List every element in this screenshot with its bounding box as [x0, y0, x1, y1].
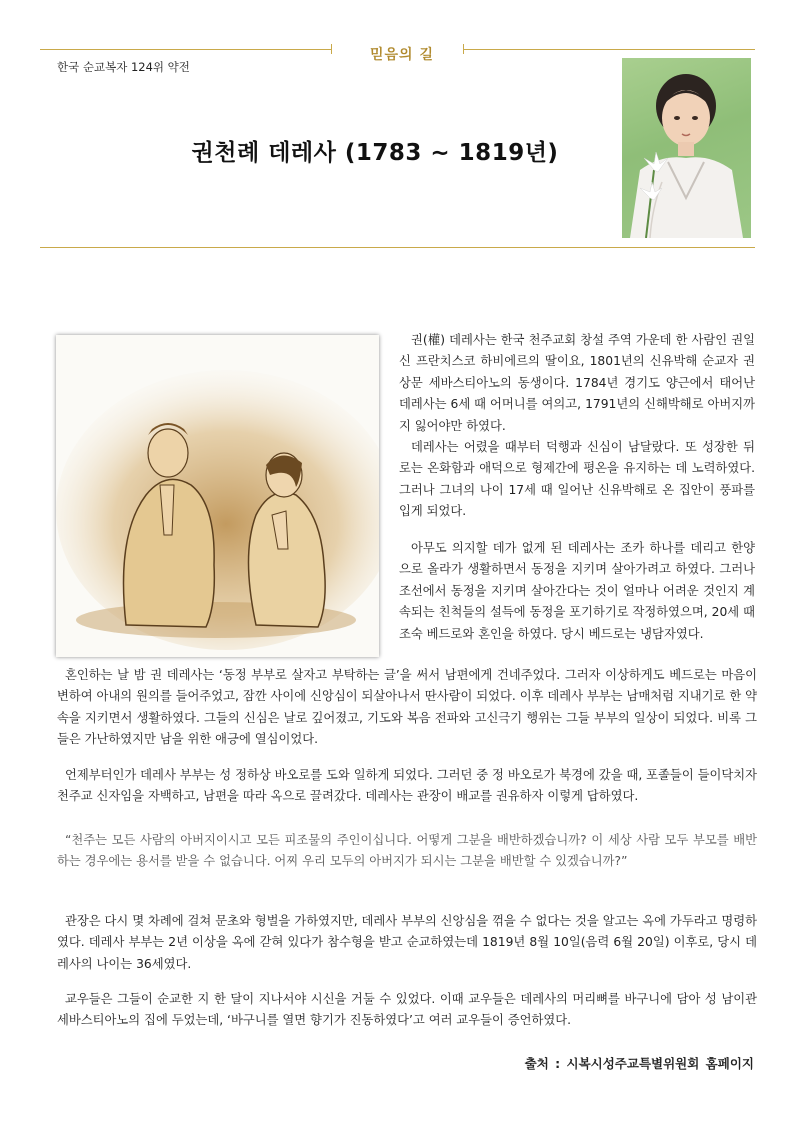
body-paragraph-5: 언제부터인가 데레사 부부는 성 정하상 바오로를 도와 일하게 되었다. 그러던 중 정 바오로가 북경에 갔을 때, 포졸들이 들이닥치자 천주교 신자임을 자백하고, 남편을 따라 옥으로 끌려갔다. 데레사는 관장이 배교를 권유하자 이렇게 답하였다.	[57, 768, 757, 804]
header-rule-right	[463, 49, 755, 50]
header-bottom-rule	[40, 247, 755, 248]
saint-portrait-image	[622, 58, 751, 238]
body-paragraph-3: 아무도 의지할 데가 없게 된 데레사는 조카 하나를 데리고 한양으로 올라가 생활하면서 동정을 지키며 살아가려고 하였다. 그러나 조선에서 동정을 지키며 살아간다는 것이 얼마나 어려운 것인지 계속되는 친척들의 설득에 동정을 포기하기로 작정하였으며, 20세 때 조숙 베드로와 혼인을 하였다. 당시 베드로는 냉담자였다.	[399, 541, 755, 641]
header-rule-left-end	[331, 44, 332, 54]
body-paragraph-6: 관장은 다시 몇 차례에 걸쳐 문초와 형벌을 가하였지만, 데레사 부부의 신앙심을 꺾을 수 없다는 것을 알고는 옥에 가두라고 명령하였다. 데레사 부부는 2년 이상을 옥에 갇혀 있다가 참수형을 받고 순교하였는데 1819년 8월 10일(음력 6월 20일) 이후로, 당시 데레사의 나이는 36세였다.	[57, 914, 757, 971]
header-rule-right-end	[463, 44, 464, 54]
section-label: 믿음의 길	[370, 47, 434, 63]
source-credit: 출처 : 시복시성주교특별위원회 홈페이지	[524, 1056, 754, 1071]
body-paragraph-1: 권(權) 데레사는 한국 천주교회 창설 주역 가운데 한 사람인 권일신 프란치스코 하비에르의 딸이요, 1801년의 신유박해 순교자 권상문 세바스티아노의 동생이다. 1784년 경기도 양근에서 태어난 데레사는 6세 때 어머니를 여의고, 1791년의 신해박해로 아버지까지 잃어야만 하였다.	[399, 333, 755, 433]
praying-couple-illustration	[56, 335, 379, 657]
body-paragraph-4: 혼인하는 날 밤 권 데레사는 ‘동정 부부로 살자고 부탁하는 글’을 써서 남편에게 건네주었다. 그러자 이상하게도 베드로는 마음이 변하여 아내의 원의를 들어주었고, 잠깐 사이에 신앙심이 되살아나서 딴사람이 되었다. 이후 데레사 부부는 남매처럼 지내기로 한 약속을 지키면서 생활하였다. 그들의 신심은 날로 깊어졌고, 기도와 복음 전파와 고신극기 행위는 그들 부부의 일상이 되었다. 비록 그들은 가난하였지만 남을 위한 애긍에 열심이었다.	[57, 668, 757, 747]
page-title: 권천례 데레사 (1783 ~ 1819년)	[191, 140, 559, 166]
document-subtitle: 한국 순교복자 124위 약전	[57, 60, 190, 74]
quote-paragraph: “천주는 모든 사람의 아버지이시고 모든 피조물의 주인이십니다. 어떻게 그분을 배반하겠습니까? 이 세상 사람 모두 부모를 배반하는 경우에는 용서를 받을 수 없습니다. 어찌 우리 모두의 아버지가 되시는 그분을 배반할 수 있겠습니까?”	[57, 833, 757, 869]
body-paragraph-2: 데레사는 어렸을 때부터 덕행과 신심이 남달랐다. 또 성장한 뒤로는 온화함과 애덕으로 형제간에 평온을 유지하는 데 노력하였다. 그러나 그녀의 나이 17세 때 일어난 신유박해로 온 집안이 풍파를 입게 되었다.	[399, 440, 755, 519]
header-rule-left	[40, 49, 331, 50]
body-paragraph-7: 교우들은 그들이 순교한 지 한 달이 지나서야 시신을 거둘 수 있었다. 이때 교우들은 데레사의 머리뼈를 바구니에 담아 성 남이관 세바스티아노의 집에 두었는데, ‘바구니를 열면 향기가 진동하였다’고 여러 교우들이 증언하였다.	[57, 992, 757, 1028]
